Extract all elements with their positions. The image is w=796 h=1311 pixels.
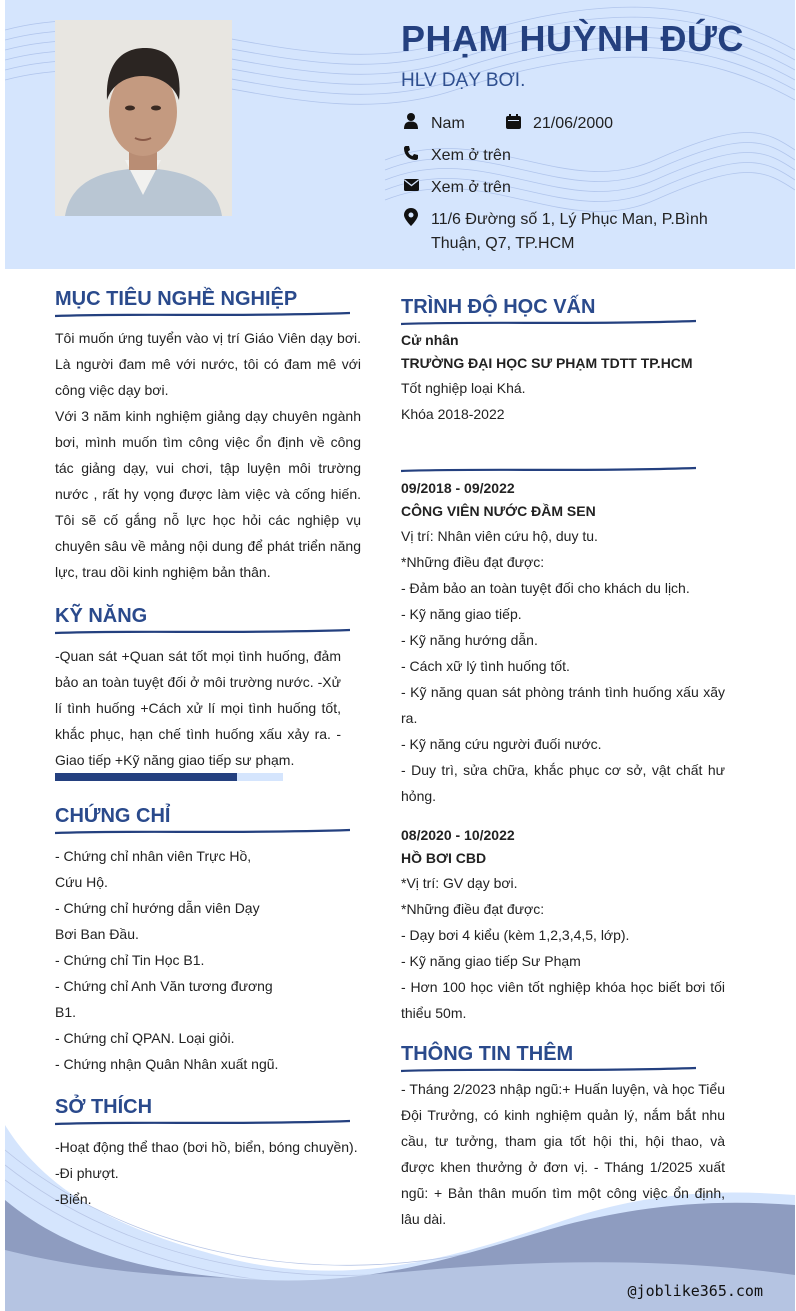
objective-title: MỤC TIÊU NGHỀ NGHIỆP: [55, 288, 298, 310]
education-underline: [401, 319, 696, 327]
job-detail-line: *Những điều đạt được:: [401, 554, 545, 570]
skills-text: -Quan sát +Quan sát tốt mọi tình huống, đảm bảo an toàn tuyệt đối ở môi trường nước. -Xử lí tình huống +Cách xử lí mọi tình huống tốt, khắc phục, hạn chế tình huống xấu xảy ra. -Giao tiếp +Kỹ năng giao tiếp sư phạm.: [55, 648, 341, 768]
objective-underline: [55, 311, 350, 319]
skills-underline: [55, 628, 350, 636]
job-detail-line: Vị trí: Nhân viên cứu hộ, duy tu.: [401, 528, 598, 544]
hobby-item: -Hoạt động thể thao (bơi hồ, biển, bóng chuyền).: [55, 1139, 358, 1155]
education-period: Khóa 2018-2022: [401, 406, 505, 422]
additional-info-underline: [401, 1066, 696, 1074]
gender-row: [401, 112, 465, 136]
job-detail-line: - Hơn 100 học viên tốt nghiệp khóa học biết bơi tối thiểu 50m.: [401, 979, 725, 1021]
certificates-underline: [55, 828, 350, 836]
envelope-icon: [401, 176, 421, 194]
education-school: TRƯỜNG ĐẠI HỌC SƯ PHẠM TDTT TP.HCM: [401, 355, 693, 371]
certificates-title: CHỨNG CHỈ: [55, 805, 171, 827]
job-detail-line: - Dạy bơi 4 kiểu (kèm 1,2,3,4,5, lớp).: [401, 927, 630, 943]
job-detail-line: - Duy trì, sửa chữa, khắc phục cơ sở, vật chất hư hỏng.: [401, 762, 725, 804]
job-detail-line: - Kỹ năng quan sát phòng tránh tình huống xấu xãy ra.: [401, 684, 725, 726]
hobbies-title: SỞ THÍCH: [55, 1096, 153, 1118]
phone-icon: [401, 144, 421, 162]
hobbies-underline: [55, 1119, 350, 1127]
candidate-name: PHẠM HUỲNH ĐỨC: [401, 18, 744, 59]
job-detail-line: *Những điều đạt được:: [401, 901, 545, 917]
resume-page: [5, 0, 795, 1311]
skill-level-bar: [55, 773, 283, 781]
hobbies-list: [55, 1134, 375, 1212]
website-watermark[interactable]: @joblike365.com: [627, 1282, 763, 1300]
job-detail-line: - Kỹ năng hướng dẫn.: [401, 632, 538, 648]
job-detail-line: *Vị trí: GV dạy bơi.: [401, 875, 518, 891]
job-2-company: HỒ BƠI CBD: [401, 850, 487, 866]
certificate-item: - Chứng chỉ nhân viên Trực Hồ, Cứu Hộ.: [55, 848, 252, 890]
job-1-company: CÔNG VIÊN NƯỚC ĐẦM SEN: [401, 503, 596, 519]
job-detail-line: - Kỹ năng giao tiếp.: [401, 606, 522, 622]
additional-info-title: THÔNG TIN THÊM: [401, 1043, 574, 1065]
phone-row: [401, 144, 511, 168]
map-pin-icon: [401, 208, 421, 226]
objective-paragraph-1: Tôi muốn ứng tuyển vào vị trí Giáo Viên dạy bơi. Là người đam mê với nước, tôi có đam mê với công việc dạy bơi.: [55, 330, 361, 398]
dob-value: 21/06/2000: [533, 115, 614, 132]
job-detail-line: - Kỹ năng giao tiếp Sư Phạm: [401, 953, 581, 969]
job-1-details: [401, 523, 725, 809]
dob-row: [503, 112, 613, 136]
objective-paragraph-2: Với 3 năm kinh nghiệm giảng dạy chuyên ngành bơi, mình muốn tìm công việc ổn định về công tác giảng dạy, vui chơi, tập luyện môi trường nước , rất hy vọng được làm việc và cống hiến. Tôi sẽ cố gắng nỗ lực học hỏi các nghiệp vụ chuyên sâu về mảng nội dung để phát triển năng lực, trau dồi kinh nghiệm bản thân.: [55, 408, 361, 580]
certificates-list: [55, 843, 281, 1077]
calendar-icon: [503, 112, 523, 130]
address-row: [401, 208, 761, 256]
certificate-item: - Chứng chỉ QPAN. Loại giỏi.: [55, 1030, 235, 1046]
phone-value: Xem ở trên: [431, 147, 511, 164]
job-2-details: [401, 870, 725, 1026]
profile-photo: [55, 20, 232, 216]
certificate-item: - Chứng chỉ Tin Học B1.: [55, 952, 205, 968]
user-icon: [401, 112, 421, 130]
job-1-period: 09/2018 - 09/2022: [401, 480, 515, 496]
job-2-period: 08/2020 - 10/2022: [401, 827, 515, 843]
email-value: Xem ở trên: [431, 179, 511, 196]
certificate-item: - Chứng nhận Quân Nhân xuất ngũ.: [55, 1056, 279, 1072]
address-value: 11/6 Đường số 1, Lý Phục Man, P.Bình Thuận, Q7, TP.HCM: [431, 211, 708, 252]
email-row: [401, 176, 511, 200]
gender-value: Nam: [431, 115, 465, 132]
education-grade: Tốt nghiệp loại Khá.: [401, 380, 526, 396]
skills-title: KỸ NĂNG: [55, 605, 148, 627]
header: [5, 0, 795, 269]
skill-level-fill: [55, 773, 237, 781]
hobby-item: -Biển.: [55, 1191, 92, 1207]
education-title: TRÌNH ĐỘ HỌC VẤN: [401, 296, 596, 318]
job-detail-line: - Cách xữ lý tình huống tốt.: [401, 658, 570, 674]
education-degree: Cử nhân: [401, 332, 459, 348]
job-detail-line: - Kỹ năng cứu người đuối nước.: [401, 736, 602, 752]
additional-info-text: - Tháng 2/2023 nhập ngũ:+ Huấn luyện, và học Tiểu Đội Trưởng, có kinh nghiệm quản lý, nắm bắt nhu cầu, tư tưởng, tham gia tốt hội thi, hội thao, và được khen thưởng ở đơn vị. - Tháng 1/2025 xuất ngũ: + Bản thân muốn tìm một công việc ổn định, lâu dài.: [401, 1081, 725, 1227]
hobby-item: -Đi phượt.: [55, 1165, 119, 1181]
job-detail-line: - Đảm bảo an toàn tuyệt đối cho khách du lịch.: [401, 580, 690, 596]
certificate-item: - Chứng chỉ hướng dẫn viên Dạy Bơi Ban Đầu.: [55, 900, 260, 942]
certificate-item: - Chứng chỉ Anh Văn tương đương B1.: [55, 978, 273, 1020]
candidate-role: HLV DẠY BƠI.: [401, 70, 526, 91]
experience-underline: [401, 466, 696, 474]
